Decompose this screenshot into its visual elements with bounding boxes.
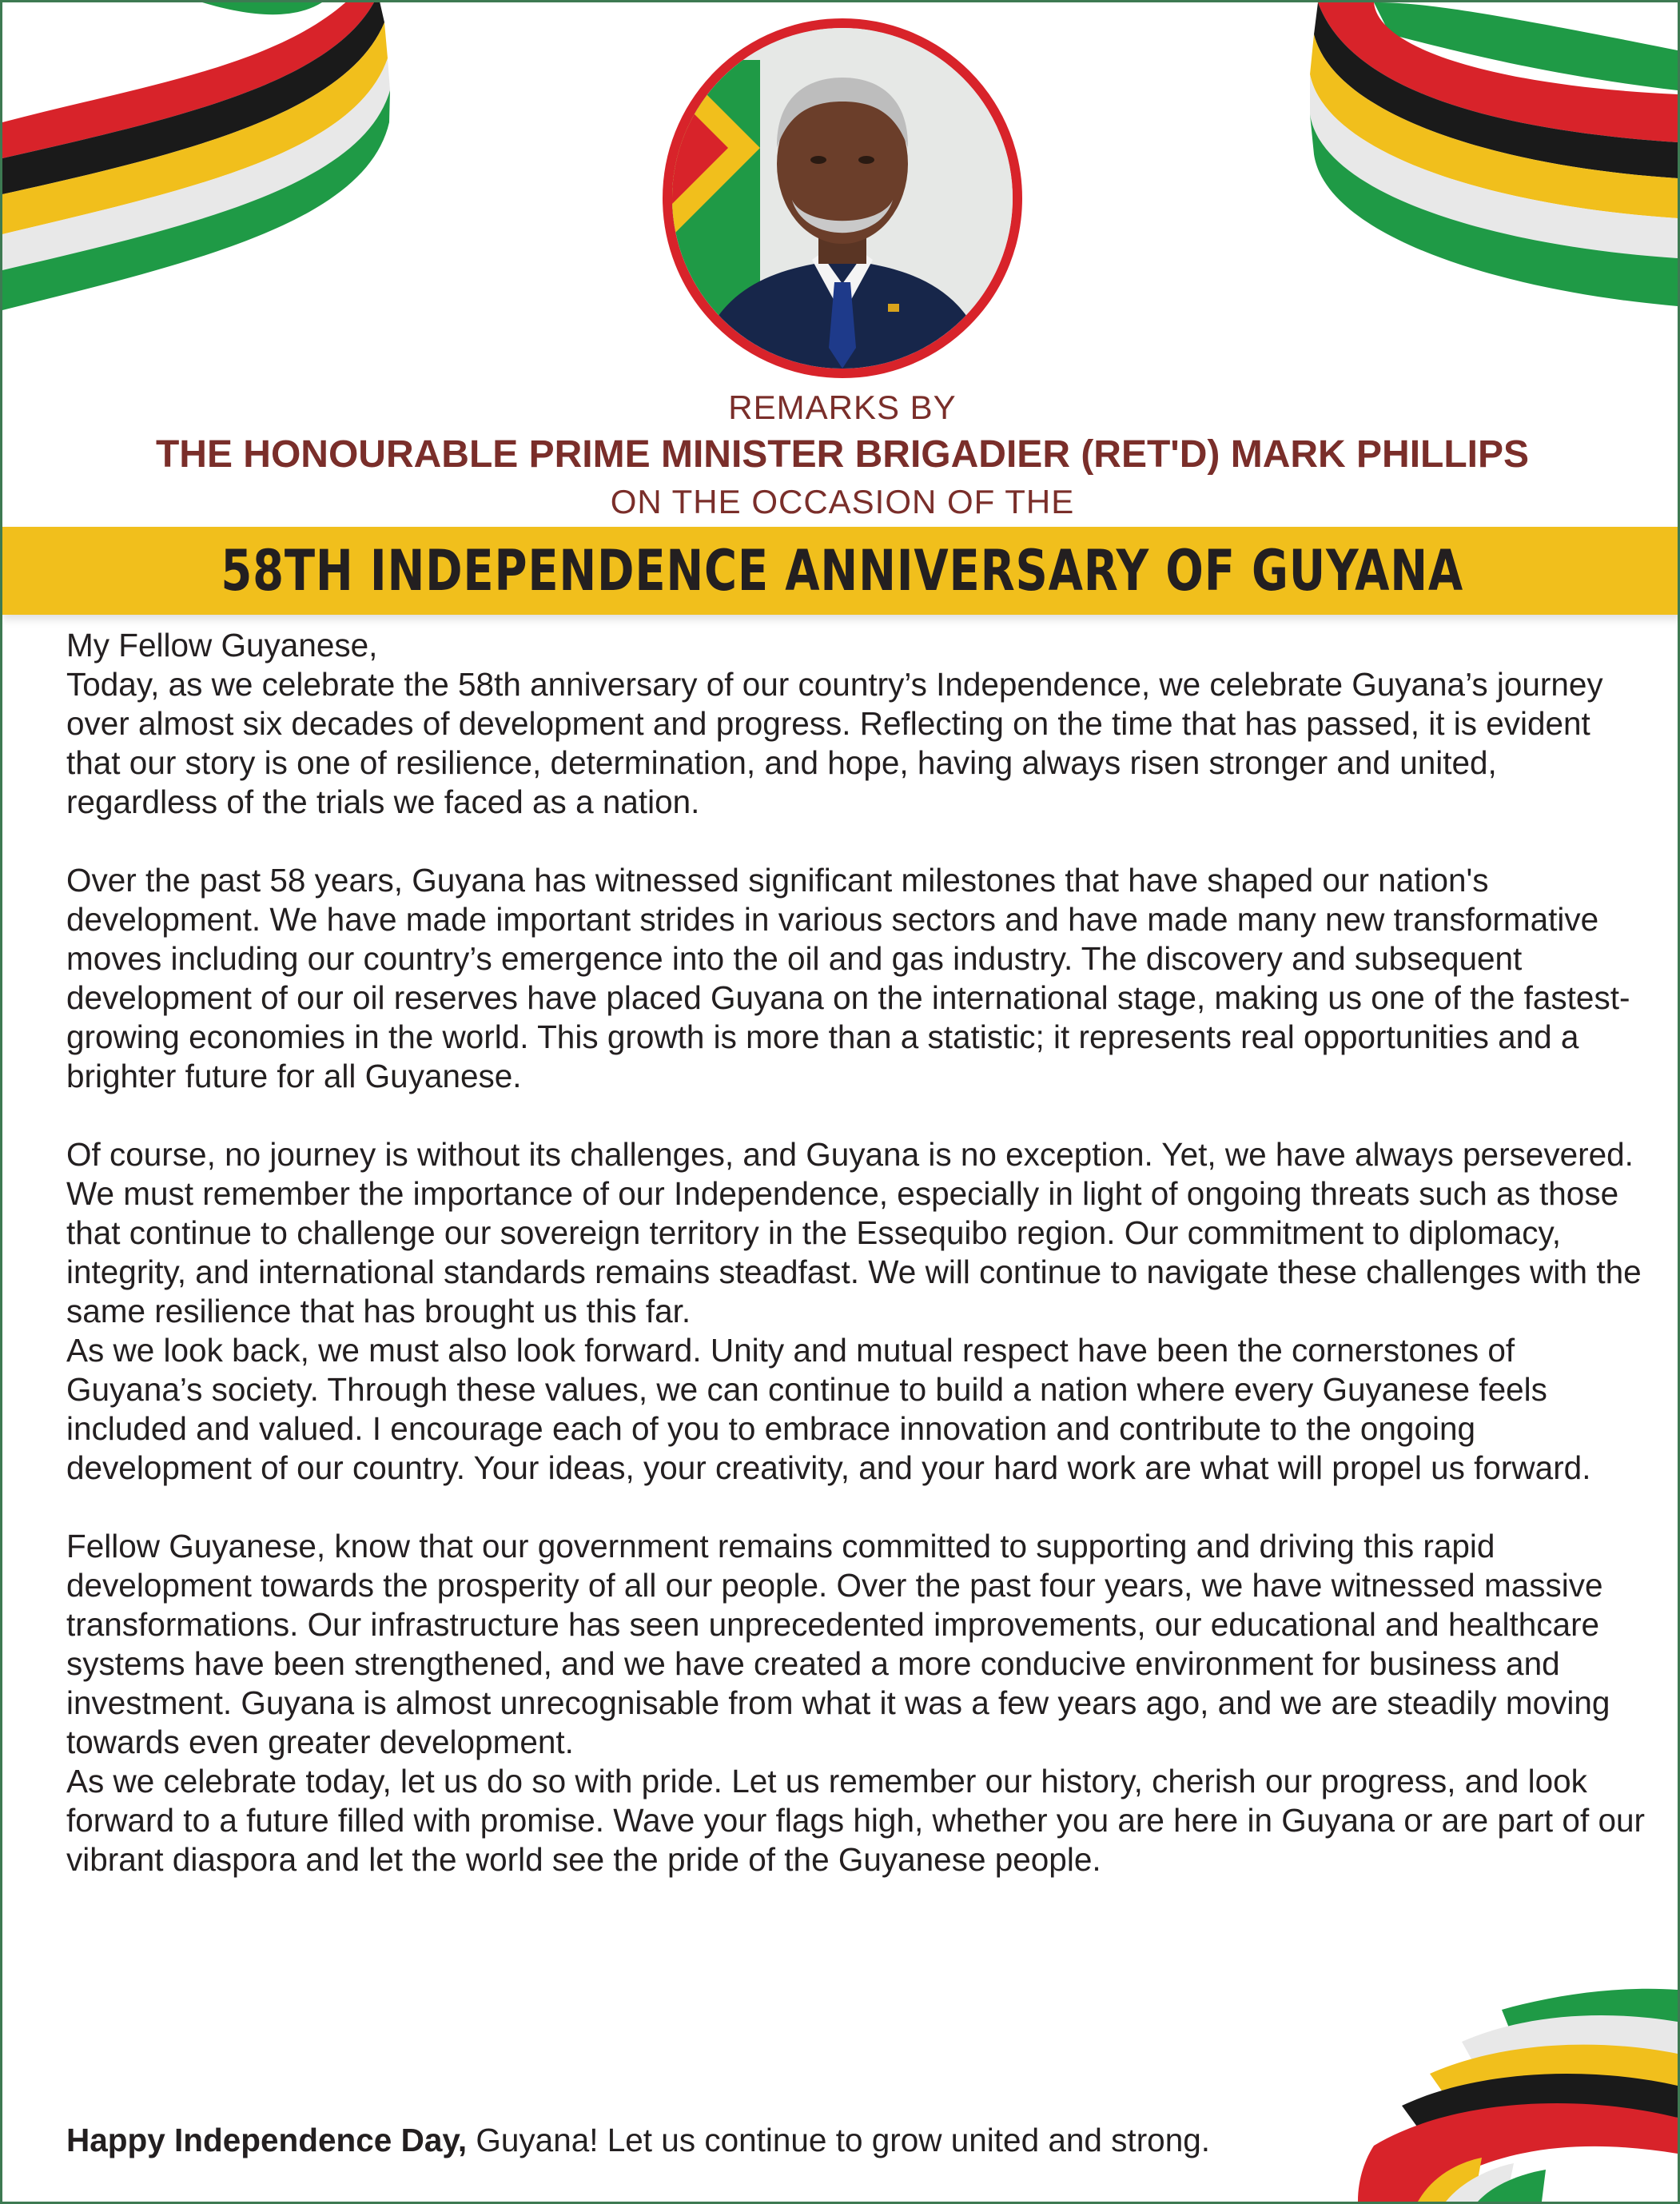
flag-ribbon-top-left [2,2,402,322]
speech-body [66,626,1645,1879]
title-banner [2,527,1680,615]
speech-paragraph-6: As we celebrate today, let us do so with pride. Let us remember our history, cherish our progress, and look forward to a future filled with promise. Wave your flags high, whether you are here in Guyana or are part of our vibrant diaspora and let the world see the pride of the Guyanese people. [66,1763,1645,1878]
occasion-label: ON THE OCCASION OF THE [610,483,1075,520]
flag-ribbon-bottom-right [1342,1986,1678,2202]
closing-greeting: Happy Independence Day, [66,2122,468,2158]
speech-paragraph-3: Of course, no journey is without its challenges, and Guyana is no exception. Yet, we have always persevered. We must remember the importance of our Independence, especially in light of ongoing threats such as those that continue to challenge our sovereign territory in the Essequibo region. Our commitment to diplomacy, integrity, and international standards remains steadfast. We will continue to navigate these challenges with the same resilience that has brought us this far. [66,1136,1642,1329]
closing-message: Guyana! Let us continue to grow united and strong. [467,2122,1210,2158]
closing-line [66,2121,1425,2160]
speech-paragraph-5: Fellow Guyanese, know that our government remains committed to supporting and driving this rapid development towards the prosperity of all our people. Over the past four years, we have witnessed massive transformations. Our infrastructure has seen unprecedented improvements, our educational and healthcare systems have been strengthened, and we have created a more conducive environment for business and investment. Guyana is almost unrecognisable from what it was a few years ago, and we are steadily moving towards even greater development. [66,1528,1610,1760]
speaker-name: THE HONOURABLE PRIME MINISTER BRIGADIER (RET'D) MARK PHILLIPS [155,433,1530,476]
flag-ribbon-top-right [1302,2,1678,346]
document-title: 58TH INDEPENDENCE ANNIVERSARY OF GUYANA [221,538,1464,604]
speech-paragraph-4: As we look back, we must also look forward. Unity and mutual respect have been the cornerstones of Guyana’s society. Through these values, we can continue to build a nation where every Guyanese feels included and valued. I encourage each of you to embrace innovation and contribute to the ongoing development of our country. Your ideas, your creativity, and your hard work are what will propel us forward. [66,1332,1591,1486]
prime-minister-portrait [663,18,1022,378]
speech-paragraph-1: Today, as we celebrate the 58th anniversary of our country’s Independence, we celebrate Guyana’s journey over almost six decades of development and progress. Reflecting on the time that has passed, it is evident that our story is one of resilience, determination, and hope, having always risen stronger and united, regardless of the trials we faced as a nation. [66,666,1603,820]
speech-paragraph-2: Over the past 58 years, Guyana has witnessed significant milestones that have shaped our nation's development. We have made important strides in various sectors and have made many new transformative moves including our country’s emergence into the oil and gas industry. The discovery and subsequent development of our oil reserves have placed Guyana on the international stage, making us one of the fastest-growing economies in the world. This growth is more than a statistic; it represents real opportunities and a brighter future for all Guyanese. [66,862,1630,1094]
speech-heading [2,385,1680,525]
salutation: My Fellow Guyanese, [66,627,378,664]
remarks-by-label: REMARKS BY [728,389,957,426]
